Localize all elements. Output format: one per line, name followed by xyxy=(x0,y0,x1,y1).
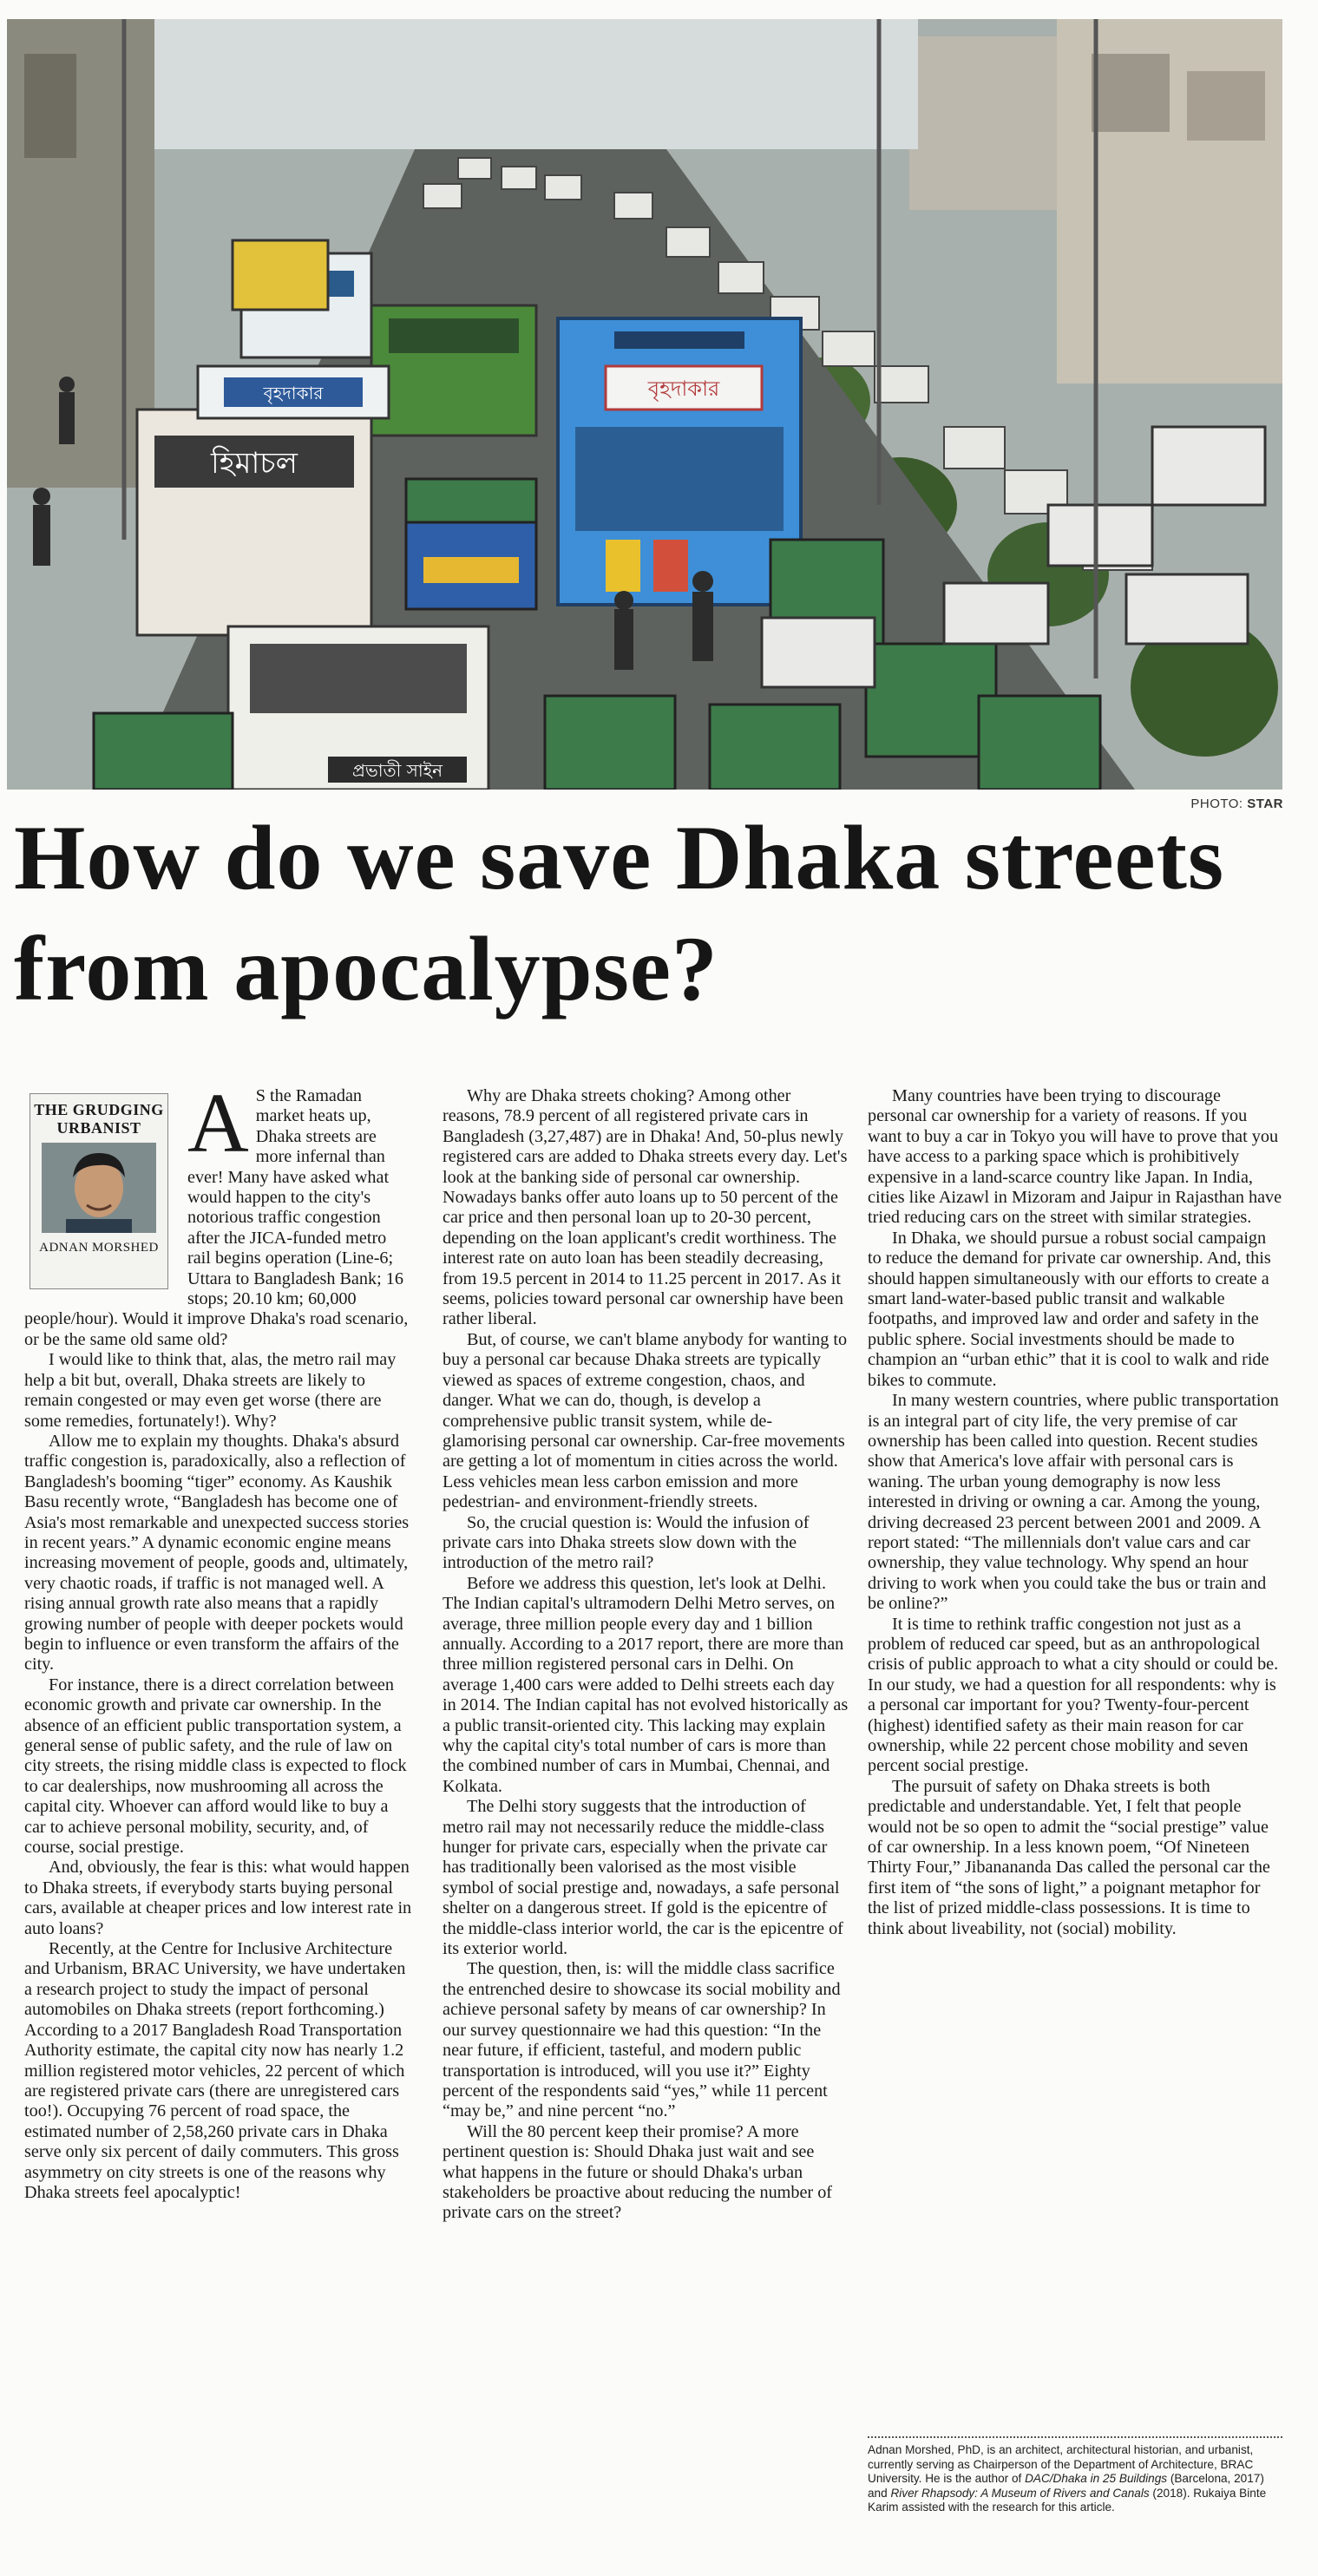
author-portrait xyxy=(42,1143,156,1233)
bus-sign-blue: বৃহদাকার xyxy=(647,377,720,401)
paragraph-9: So, the crucial question is: Would the infusion of private cars into Dhaka streets slow down with the introduction of the metro rail? xyxy=(443,1512,810,1573)
author-name: ADNAN MORSHED xyxy=(39,1241,159,1255)
column-name: THE GRUDGING URBANIST xyxy=(34,1101,164,1137)
bus-sign-white: বৃহদাকার xyxy=(263,383,324,403)
paragraph-18: The pursuit of safety on Dhaka streets is both predictable and understandable. Yet, I felt that people would not be so open to admit the “social prestige” value of car ownership. In a less known poem, “Of Nineteen Thirty Four,” Jibanananda Das called the personal car the first item of “the sons of light,” a poignant metaphor for the list of prized middle-class possessions. It is time to think about liveability, not (social) mobility. xyxy=(868,1776,1270,1938)
photo-credit-source: STAR xyxy=(1247,796,1283,811)
paragraph-7: Why are Dhaka streets choking? Among other reasons, 78.9 percent of all registered private cars in Bangladesh (3,27,487) are in Dhaka! And, 50-plus newly registered cars are added to Dhaka streets every day. Let's look at the banking side of personal car ownership. Nowadays banks offer auto loans up to 50 percent of the car price and then personal loan up to 20-30 percent, depending on the loan applicant's credit worthiness. The interest rate on auto loan has been steadily decreasing, from 19.5 percent in 2014 to 11.25 percent in 2017. As it seems, policies toward personal car ownership have been rather liberal. xyxy=(443,1086,848,1329)
drop-cap: A xyxy=(187,1077,249,1170)
paragraph-6: Recently, at the Centre for Inclusive Architecture and Urbanism, BRAC University, we have undertaken a research project to study the impact of personal automobiles on Dhaka streets (report forthcoming.) According to a 2017 Bangladesh Road Transportation Authority estimate, the capital city now has nearly 1.2 million registered motor vehicles, 22 percent of which are registered private cars (there are unregistered cars too!). Occupying 76 percent of road space, the estimated number of 2,58,260 private cars in Dhaka serve only six percent of daily commuters. This gross asymmetry on city streets is one of the reasons why Dhaka streets feel apocalyptic! xyxy=(24,1939,406,2202)
author-note-text-1: Adnan Morshed, PhD, is an architect, architectural historian, and urbanist, currently serving as Chairperson of the Department of Architecture, BRAC University. He is the author of xyxy=(868,2443,1254,2486)
paragraph-8: But, of course, we can't blame anybody for wanting to buy a personal car because Dhaka streets are typically viewed as spaces of extreme congestion, chaos, and danger. What we can do, though, is develop a comprehensive public transit system, while de-glamorising personal car ownership. Car-free movements are getting a lot of momentum in cities across the world. Less vehicles mean less carbon emission and more pedestrian- and environment-friendly streets. xyxy=(443,1329,848,1512)
paragraph-13: Will the 80 percent keep their promise? A more pertinent question is: Should Dhaka just wait and see what happens in the future or should Dhaka's urban stakeholders be proactive about reducing the number of private cars on the street? xyxy=(443,2121,833,2223)
news-photo xyxy=(7,19,1282,790)
paragraph-4: For instance, there is a direct correlation between economic growth and private car ownership. In the absence of an efficient public transportation system, a general sense of public safety, and the rule of law on city streets, the rising middle class is expected to flock to car dealerships, now mushrooming all across the capital city. Whoever can afford would like to buy a car to achieve personal mobility, security, and, of course, social prestige. xyxy=(24,1675,407,1858)
paragraph-12: The question, then, is: will the middle class sacrifice the entrenched desire to showcase its social mobility and achieve personal safety by means of car ownership? In our survey questionnaire we had this question: “In the near future, if efficient, tasteful, and modern public transportation is introduced, will you use it?” Eighty percent of the respondents said “yes,” while 11 percent “may be,” and nine percent “no.” xyxy=(443,1959,841,2121)
author-note xyxy=(868,2436,1282,2515)
author-note-text-2: (Barcelona, 2017) and xyxy=(868,2472,1264,2500)
bus-sign-himachal: হিমাচল xyxy=(210,446,298,481)
bus-sign-rear: প্রভাতী সাইন xyxy=(351,760,443,781)
article-column-3 xyxy=(868,1086,1282,1939)
paragraph-1: S the Ramadan market heats up, Dhaka streets are more infernal than ever! Many have asked what would happen to the city's notorious traffic congestion after the JICA-funded metro rail begins operation (Line-6; Uttara to Bangladesh Bank; 16 stops; 20.10 km; 60,000 people/hour). Would it improve Dhaka's road scenario, or be the same old same old? xyxy=(24,1086,409,1349)
traffic-scene-illustration xyxy=(7,19,1282,790)
paragraph-17: It is time to rethink traffic congestion not just as a problem of reduced car speed, but as an anthropological crisis of public approach to what a city should or could be. In our study, we had a question for all respondents: why is a personal car important for you? Twenty-four-percent (highest) identified safety as their main reason for car ownership, while 22 percent chose mobility and seven percent social prestige. xyxy=(868,1614,1279,1776)
paragraph-16: In many western countries, where public transportation is an integral part of city life, the very premise of car ownership has been called into question. Recent studies show that America's love affair with personal cars is waning. The urban young demography is now less interested in driving or owning a car. Among the young, driving decreased 23 percent between 2001 and 2009. A report stated: “The millennials don't value cars and car ownership, they value technology. Why spend an hour driving to work when you could take the bus or train and be online?” xyxy=(868,1391,1279,1614)
paragraph-2: I would like to think that, alas, the metro rail may help a bit but, overall, Dhaka streets are likely to remain congested or may even get worse (there are some remedies, fortunately!). Why? xyxy=(24,1350,397,1431)
photo-credit-label: PHOTO: xyxy=(1190,796,1243,811)
headline: How do we save Dhaka streets from apocalypse? xyxy=(14,807,1225,1019)
paragraph-15: In Dhaka, we should pursue a robust social campaign to reduce the demand for private car ownership. And, this should happen simultaneously with our efforts to create a smart land-water-based public transit and walkable footpaths, and improved law and order and safety in the public sphere. Social investments should be made to champion an “urban ethic” that it is cool to walk and ride bikes to commute. xyxy=(868,1228,1271,1390)
paragraph-14: Many countries have been trying to discourage personal car ownership for a variety of reasons. If you want to buy a car in Tokyo you will have to prove that you have access to a parking space which is prohibitively expensive in a land-scarce country like Japan. In India, cities like Aizawl in Mizoram and Jaipur in Rajasthan have tried reducing cars on the street with similar strategies. xyxy=(868,1086,1282,1228)
book-title-1: DAC/Dhaka in 25 Buildings xyxy=(1025,2472,1168,2486)
paragraph-3: Allow me to explain my thoughts. Dhaka's absurd traffic congestion is, paradoxically, also a reflection of Bangladesh's booming “tiger” economy. As Kaushik Basu recently wrote, “Bangladesh has become one of Asia's most remarkable and unexpected success stories in recent years.” A dynamic economic engine means increasing movement of people, goods and, ultimately, very chaotic roads, if traffic is not managed well. A rising annual growth rate also means that a rapidly growing number of people with deeper pockets would begin to influence or even transform the affairs of the city. xyxy=(24,1431,410,1675)
article-column-2 xyxy=(443,1086,850,2224)
author-note-text-3: (2018). Rukaiya Binte Karim assisted with the research for this article. xyxy=(868,2486,1267,2514)
paragraph-5: And, obviously, the fear is this: what would happen to Dhaka streets, if everybody starts buying personal cars, available at cheaper prices and low interest rate in auto loans? xyxy=(24,1858,412,1938)
article-column-1 xyxy=(24,1077,413,2203)
paragraph-11: The Delhi story suggests that the introduction of metro rail may not necessarily reduce the middle-class hunger for private cars, especially when the private car has traditionally been valorised as the most visible symbol of social prestige and, nowadays, a safe personal shelter on a dangerous street. If gold is the epicentre of the middle-class interior world, the car is the epicentre of its exterior world. xyxy=(443,1797,843,1959)
book-title-2: River Rhapsody: A Museum of Rivers and Canals xyxy=(890,2486,1150,2500)
paragraph-10: Before we address this question, let's look at Delhi. The Indian capital's ultramodern Delhi Metro serves, on average, three million people every day and 1 billion annually. According to a 2017 report, there are more than three million registered personal cars in Delhi. On average 1,400 cars were added to Delhi streets each day in 2014. The Indian capital has not evolved historically as a public transit-oriented city. This lacking may explain why the capital city's total number of cars is more than the combined number of cars in Mumbai, Chennai, and Kolkata. xyxy=(443,1573,849,1796)
byline-box xyxy=(30,1093,168,1289)
